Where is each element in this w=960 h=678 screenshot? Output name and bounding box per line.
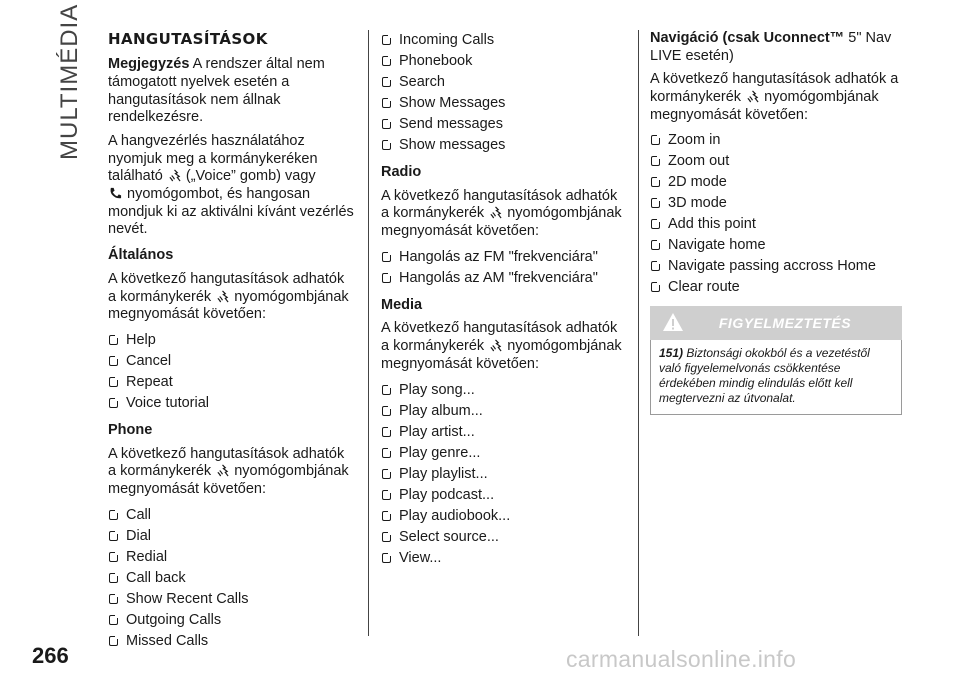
voice-command-icon	[489, 206, 502, 219]
list-item	[108, 372, 356, 393]
list-item	[108, 393, 356, 414]
list-item	[108, 526, 356, 547]
list-item	[381, 506, 626, 527]
column-divider-2	[638, 30, 639, 636]
note-label: Megjegyzés	[108, 56, 190, 73]
radio-heading: Radio	[381, 164, 422, 180]
checkbox-bullet-icon	[109, 398, 118, 408]
column-3	[650, 30, 902, 415]
general-intro-a: A következő hangutasítások adhatók a kormánykerék	[108, 270, 345, 305]
checkbox-bullet-icon	[109, 335, 118, 345]
checkbox-bullet-icon	[382, 427, 391, 437]
list-item-label: Add this point	[668, 216, 756, 233]
checkbox-bullet-icon	[651, 156, 660, 166]
list-item	[381, 72, 626, 93]
list-item-label: Missed Calls	[126, 632, 209, 649]
checkbox-bullet-icon	[651, 198, 660, 208]
list-item	[381, 93, 626, 114]
list-item-label: Phonebook	[399, 53, 473, 69]
checkbox-bullet-icon	[651, 219, 660, 229]
list-item	[108, 330, 356, 351]
list-item	[381, 247, 626, 268]
list-item	[650, 256, 902, 277]
phone-intro	[108, 446, 356, 499]
list-item	[381, 51, 626, 72]
checkbox-bullet-icon	[382, 119, 391, 129]
nav-intro-b: nyomógombjának megnyomását követően:	[650, 89, 879, 123]
note-paragraph	[108, 56, 356, 127]
voice-command-icon	[216, 464, 229, 477]
list-item	[108, 568, 356, 589]
list-item	[650, 172, 902, 193]
list-item-label: 2D mode	[668, 174, 727, 191]
checkbox-bullet-icon	[651, 282, 660, 292]
checkbox-bullet-icon	[109, 510, 118, 520]
watermark: carmanualsonline.info	[566, 646, 797, 672]
list-item-label: Dial	[126, 527, 151, 544]
checkbox-bullet-icon	[382, 511, 391, 521]
list-item-label: Repeat	[126, 373, 173, 390]
list-item-label: Hangolás az FM "frekvenciára"	[399, 248, 598, 265]
list-item-label: 3D mode	[668, 195, 727, 212]
column-2	[381, 30, 626, 575]
voice-command-icon	[216, 290, 229, 303]
list-item-label: Call back	[126, 569, 186, 586]
list-item	[381, 268, 626, 289]
checkbox-bullet-icon	[382, 273, 391, 283]
voice-command-icon	[746, 90, 759, 103]
media-heading: Media	[381, 296, 423, 313]
list-item-label: Play song...	[399, 381, 475, 398]
radio-command-list	[381, 247, 626, 289]
list-item-label: Hangolás az AM "frekvenciára"	[399, 269, 598, 286]
list-item	[381, 401, 626, 422]
list-item	[381, 422, 626, 443]
section-heading: HANGUTASÍTÁSOK	[108, 30, 268, 48]
list-item	[381, 380, 626, 401]
general-heading: Általános	[108, 247, 174, 264]
checkbox-bullet-icon	[109, 615, 118, 625]
list-item-label: Play artist...	[399, 423, 475, 440]
list-item-label: Incoming Calls	[399, 32, 495, 48]
checkbox-bullet-icon	[382, 406, 391, 416]
nav-command-list	[650, 130, 902, 298]
list-item-label: Show messages	[399, 137, 506, 153]
general-command-list	[108, 330, 356, 414]
checkbox-bullet-icon	[382, 140, 391, 150]
voice-button-name: („Voice” gomb) vagy	[185, 168, 316, 185]
list-item-label: Navigate passing accross Home	[668, 258, 876, 275]
list-item	[108, 351, 356, 372]
note-text: A rendszer által nem támogatott nyelvek esetén a hangutasítások nem állnak rendelkezésre.	[108, 56, 325, 126]
voice-command-icon	[168, 169, 181, 182]
list-item-label: Outgoing Calls	[126, 611, 222, 628]
checkbox-bullet-icon	[382, 469, 391, 479]
list-item	[650, 130, 902, 151]
column-1	[108, 30, 356, 658]
radio-intro-a: A következő hangutasítások adhatók a kormánykerék	[381, 187, 618, 222]
nav-intro	[650, 71, 902, 124]
phone-command-list	[108, 505, 356, 652]
checkbox-bullet-icon	[109, 377, 118, 387]
checkbox-bullet-icon	[382, 252, 391, 262]
voice-command-icon	[489, 339, 502, 352]
list-item-label: Voice tutorial	[126, 394, 210, 411]
list-item	[650, 277, 902, 298]
warning-title: FIGYELMEZTETÉS	[718, 315, 852, 332]
list-item-label: Send messages	[399, 116, 503, 132]
phone-intro-a: A következő hangutasítások adhatók a kormánykerék	[108, 445, 345, 480]
list-item	[108, 505, 356, 526]
list-item	[381, 114, 626, 135]
nav-heading-suffix: 5" Nav LIVE esetén)	[650, 30, 892, 64]
media-intro-a: A következő hangutasítások adhatók a kormánykerék	[381, 320, 618, 355]
checkbox-bullet-icon	[651, 135, 660, 145]
checkbox-bullet-icon	[382, 448, 391, 458]
media-intro-b: nyomógombjának megnyomását követően:	[381, 338, 622, 372]
checkbox-bullet-icon	[109, 594, 118, 604]
list-item	[108, 547, 356, 568]
checkbox-bullet-icon	[109, 636, 118, 646]
checkbox-bullet-icon	[651, 261, 660, 271]
media-command-list	[381, 380, 626, 569]
list-item-label: Play podcast...	[399, 486, 495, 503]
list-item	[381, 485, 626, 506]
media-intro	[381, 320, 626, 373]
general-intro-b: nyomógombjának megnyomását követően:	[108, 288, 349, 323]
list-item-label: Clear route	[668, 279, 740, 296]
checkbox-bullet-icon	[382, 98, 391, 108]
list-item	[381, 135, 626, 156]
list-item-label: Call	[126, 506, 151, 523]
phone-command-list-continued	[381, 30, 626, 156]
list-item	[108, 631, 356, 652]
list-item	[650, 235, 902, 256]
nav-heading-bold: Navigáció (csak Uconnect™	[650, 30, 845, 46]
list-item-label: Search	[399, 74, 445, 90]
checkbox-bullet-icon	[382, 532, 391, 542]
list-item-label: Cancel	[126, 352, 172, 369]
list-item	[650, 193, 902, 214]
voice-intro: A hangvezérlés használatához nyomjuk meg a kormánykeréken található	[108, 133, 318, 185]
nav-intro-a: A következő hangutasítások adhatók a kormánykerék	[650, 71, 899, 106]
voice-usage-paragraph	[108, 133, 356, 239]
warning-header	[650, 306, 902, 340]
radio-intro	[381, 188, 626, 241]
checkbox-bullet-icon	[382, 553, 391, 563]
nav-heading	[650, 30, 902, 65]
general-intro	[108, 271, 356, 324]
section-label-text: MULTIMÉDIA	[56, 3, 83, 160]
checkbox-bullet-icon	[109, 531, 118, 541]
checkbox-bullet-icon	[382, 56, 391, 66]
phone-heading: Phone	[108, 421, 153, 438]
list-item-label: Play playlist...	[399, 465, 488, 482]
list-item	[381, 30, 626, 51]
checkbox-bullet-icon	[109, 573, 118, 583]
list-item-label: Redial	[126, 548, 168, 565]
warning-text: Biztonsági okokból és a vezetéstől való figyelemelvonás csökkentése érdekében mindig elindulás előtt kell megtervezni az útvonalat.	[659, 346, 870, 406]
radio-intro-b: nyomógombjának megnyomását követően:	[381, 205, 622, 240]
list-item	[650, 151, 902, 172]
checkbox-bullet-icon	[109, 552, 118, 562]
list-item	[381, 464, 626, 485]
list-item-label: Zoom in	[668, 132, 721, 149]
list-item	[108, 610, 356, 631]
checkbox-bullet-icon	[382, 77, 391, 87]
column-divider-1	[368, 30, 369, 636]
list-item-label: Play genre...	[399, 444, 481, 461]
list-item-label: Select source...	[399, 528, 499, 545]
list-item	[381, 548, 626, 569]
section-label	[55, 3, 95, 180]
phone-intro-b: nyomógombjának megnyomását követően:	[108, 463, 349, 497]
checkbox-bullet-icon	[651, 177, 660, 187]
page-number: 266	[32, 643, 69, 668]
checkbox-bullet-icon	[382, 490, 391, 500]
list-item-label: Show Messages	[399, 95, 506, 111]
voice-end: nyomógombot, és hangosan mondjuk ki az aktiválni kívánt vezérlés nevét.	[108, 186, 354, 238]
checkbox-bullet-icon	[382, 35, 391, 45]
list-item-label: View...	[399, 549, 442, 566]
checkbox-bullet-icon	[109, 356, 118, 366]
list-item-label: Play album...	[399, 402, 483, 419]
phone-handset-icon	[109, 187, 122, 200]
list-item	[108, 589, 356, 610]
list-item-label: Play audiobook...	[399, 507, 511, 524]
list-item	[381, 443, 626, 464]
list-item	[650, 214, 902, 235]
list-item-label: Show Recent Calls	[126, 590, 249, 607]
list-item-label: Help	[126, 331, 156, 348]
list-item-label: Zoom out	[668, 153, 730, 170]
checkbox-bullet-icon	[651, 240, 660, 250]
checkbox-bullet-icon	[382, 385, 391, 395]
list-item	[381, 527, 626, 548]
warning-number: 151)	[659, 346, 684, 361]
warning-body	[650, 340, 902, 415]
list-item-label: Navigate home	[668, 237, 766, 254]
